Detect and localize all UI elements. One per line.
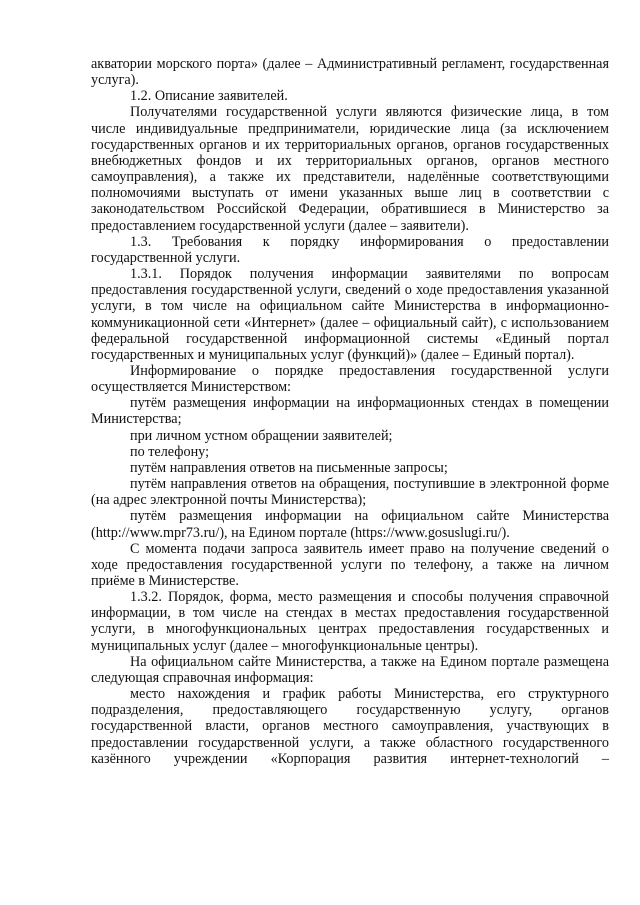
- paragraph-1-3-2: 1.3.2. Порядок, форма, место размещения и способы получения справочной информации, в том числе на стендах в местах предоставления государственной услуги, в многофункциональных центрах предоставления государственных и муниципальных услуг (далее – многофункциональные центры).: [91, 589, 609, 654]
- list-item-stands: путём размещения информации на информационных стендах в помещении Министерства;: [91, 395, 609, 428]
- paragraph-reference-info: На официальном сайте Министерства, а также на Едином портале размещена следующая справочная информация:: [91, 653, 609, 686]
- list-item-personal-visit: при личном устном обращении заявителей;: [130, 427, 393, 444]
- paragraph-request-status: С момента подачи запроса заявитель имеет право на получение сведений о ходе предоставления государственной услуги по телефону, а также на личном приёме в Министерстве.: [91, 540, 609, 589]
- paragraph-regulation-end: акватории морского порта» (далее – Административный регламент, государственная услуга).: [91, 56, 609, 89]
- document-page: [91, 56, 609, 767]
- paragraph-1-3-1: 1.3.1. Порядок получения информации заявителями по вопросам предоставления государственной услуги, сведений о ходе предоставления указанной услуги, в том числе на официальном сайте Министерства в информационно-коммуникационной сети «Интернет» (далее – официальный сайт), с использованием федеральной государственной информационной системы «Единый портал государственных и муниципальных услуг (функций)» (далее – Единый портал).: [91, 266, 609, 363]
- list-item-written-requests: путём направления ответов на письменные запросы;: [130, 459, 448, 476]
- paragraph-location-schedule: место нахождения и график работы Министерства, его структурного подразделения, предоставляющего государственную услугу, органов государственной власти, органов местного самоуправления, участвующих в предоставлении государственной услуги, а также областного государственного казённого учреждении «Корпорация развития интернет-технологий –: [91, 686, 609, 767]
- paragraph-informing-order: Информирование о порядке предоставления государственной услуги осуществляется Министерством:: [91, 362, 609, 396]
- paragraph-applicants: Получателями государственной услуги являются физические лица, в том числе индивидуальные предприниматели, юридические лица (за исключением государственных органов и их территориальных органов, органов государственных внебюджетных фондов и их территориальных органов, органов местного самоуправления), а также их представители, наделённые соответствующими полномочиями выступать от имени указанных выше лиц в соответствии с законодательством Российской Федерации, обратившиеся в Министерство за предоставлением государственной услуги (далее – заявители).: [91, 104, 609, 234]
- list-item-phone: по телефону;: [130, 443, 210, 460]
- heading-informing-requirements: 1.3. Требования к порядку информирования о предоставлении государственной услуги.: [91, 233, 609, 266]
- heading-applicants: 1.2. Описание заявителей.: [130, 88, 288, 105]
- list-item-website: путём размещения информации на официальном сайте Министерства (http://www.mpr73.ru/), на Едином портале (https://www.gosuslugi.ru/).: [91, 508, 609, 541]
- list-item-electronic-requests: путём направления ответов на обращения, поступившие в электронной форме (на адрес электронной почты Министерства);: [91, 476, 609, 509]
